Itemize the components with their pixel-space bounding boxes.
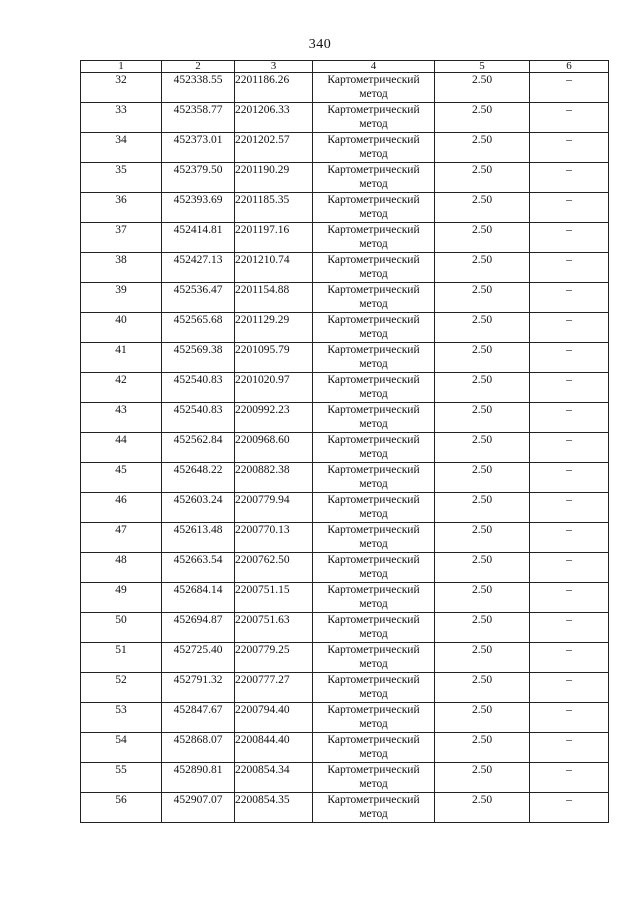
note-cell: – — [530, 373, 609, 403]
note-cell: – — [530, 313, 609, 343]
precision-cell: 2.50 — [435, 493, 530, 523]
y-coordinate-cell: 2200854.34 — [235, 763, 313, 793]
x-coordinate-cell: 452536.47 — [162, 283, 235, 313]
note-cell: – — [530, 163, 609, 193]
point-number-cell: 50 — [81, 613, 162, 643]
y-coordinate-cell: 2200751.15 — [235, 583, 313, 613]
note-cell: – — [530, 673, 609, 703]
point-number-cell: 47 — [81, 523, 162, 553]
precision-cell: 2.50 — [435, 553, 530, 583]
table-row — [81, 133, 609, 163]
note-cell: – — [530, 583, 609, 613]
x-coordinate-cell: 452427.13 — [162, 253, 235, 283]
y-coordinate-cell: 2200779.94 — [235, 493, 313, 523]
point-number-cell: 46 — [81, 493, 162, 523]
point-number-cell: 44 — [81, 433, 162, 463]
point-number-cell: 32 — [81, 73, 162, 103]
note-cell: – — [530, 463, 609, 493]
table-row — [81, 463, 609, 493]
y-coordinate-cell: 2200751.63 — [235, 613, 313, 643]
x-coordinate-cell: 452338.55 — [162, 73, 235, 103]
y-coordinate-cell: 2200844.40 — [235, 733, 313, 763]
table-row — [81, 373, 609, 403]
table-row — [81, 523, 609, 553]
method-cell: Картометрический метод — [313, 523, 435, 553]
method-cell: Картометрический метод — [313, 793, 435, 823]
note-cell: – — [530, 283, 609, 313]
method-cell: Картометрический метод — [313, 313, 435, 343]
column-header: 2 — [162, 61, 235, 73]
y-coordinate-cell: 2201020.97 — [235, 373, 313, 403]
method-cell: Картометрический метод — [313, 433, 435, 463]
precision-cell: 2.50 — [435, 583, 530, 613]
y-coordinate-cell: 2200794.40 — [235, 703, 313, 733]
note-cell: – — [530, 433, 609, 463]
note-cell: – — [530, 493, 609, 523]
method-cell: Картометрический метод — [313, 283, 435, 313]
point-number-cell: 55 — [81, 763, 162, 793]
x-coordinate-cell: 452569.38 — [162, 343, 235, 373]
precision-cell: 2.50 — [435, 703, 530, 733]
method-cell: Картометрический метод — [313, 103, 435, 133]
table-row — [81, 433, 609, 463]
table-row — [81, 313, 609, 343]
note-cell: – — [530, 73, 609, 103]
precision-cell: 2.50 — [435, 73, 530, 103]
point-number-cell: 45 — [81, 463, 162, 493]
point-number-cell: 48 — [81, 553, 162, 583]
table-row — [81, 583, 609, 613]
table-row — [81, 733, 609, 763]
method-cell: Картометрический метод — [313, 223, 435, 253]
point-number-cell: 56 — [81, 793, 162, 823]
y-coordinate-cell: 2201206.33 — [235, 103, 313, 133]
note-cell: – — [530, 643, 609, 673]
method-cell: Картометрический метод — [313, 703, 435, 733]
x-coordinate-cell: 452684.14 — [162, 583, 235, 613]
column-header: 6 — [530, 61, 609, 73]
table-row — [81, 643, 609, 673]
precision-cell: 2.50 — [435, 343, 530, 373]
note-cell: – — [530, 523, 609, 553]
point-number-cell: 51 — [81, 643, 162, 673]
point-number-cell: 36 — [81, 193, 162, 223]
note-cell: – — [530, 253, 609, 283]
table-row — [81, 553, 609, 583]
header-row — [81, 61, 609, 73]
column-header: 5 — [435, 61, 530, 73]
y-coordinate-cell: 2200968.60 — [235, 433, 313, 463]
note-cell: – — [530, 133, 609, 163]
coordinates-table — [80, 60, 609, 823]
precision-cell: 2.50 — [435, 523, 530, 553]
point-number-cell: 53 — [81, 703, 162, 733]
x-coordinate-cell: 452373.01 — [162, 133, 235, 163]
x-coordinate-cell: 452613.48 — [162, 523, 235, 553]
point-number-cell: 38 — [81, 253, 162, 283]
precision-cell: 2.50 — [435, 763, 530, 793]
note-cell: – — [530, 763, 609, 793]
method-cell: Картометрический метод — [313, 133, 435, 163]
x-coordinate-cell: 452890.81 — [162, 763, 235, 793]
precision-cell: 2.50 — [435, 313, 530, 343]
table-row — [81, 223, 609, 253]
method-cell: Картометрический метод — [313, 643, 435, 673]
y-coordinate-cell: 2200770.13 — [235, 523, 313, 553]
precision-cell: 2.50 — [435, 283, 530, 313]
table-row — [81, 283, 609, 313]
point-number-cell: 43 — [81, 403, 162, 433]
method-cell: Картометрический метод — [313, 553, 435, 583]
x-coordinate-cell: 452379.50 — [162, 163, 235, 193]
precision-cell: 2.50 — [435, 253, 530, 283]
column-header: 1 — [81, 61, 162, 73]
precision-cell: 2.50 — [435, 163, 530, 193]
y-coordinate-cell: 2201210.74 — [235, 253, 313, 283]
x-coordinate-cell: 452565.68 — [162, 313, 235, 343]
x-coordinate-cell: 452694.87 — [162, 613, 235, 643]
y-coordinate-cell: 2201095.79 — [235, 343, 313, 373]
method-cell: Картометрический метод — [313, 673, 435, 703]
y-coordinate-cell: 2201154.88 — [235, 283, 313, 313]
x-coordinate-cell: 452907.07 — [162, 793, 235, 823]
point-number-cell: 41 — [81, 343, 162, 373]
point-number-cell: 37 — [81, 223, 162, 253]
y-coordinate-cell: 2201190.29 — [235, 163, 313, 193]
method-cell: Картометрический метод — [313, 373, 435, 403]
point-number-cell: 52 — [81, 673, 162, 703]
precision-cell: 2.50 — [435, 133, 530, 163]
precision-cell: 2.50 — [435, 403, 530, 433]
precision-cell: 2.50 — [435, 433, 530, 463]
method-cell: Картометрический метод — [313, 163, 435, 193]
table-row — [81, 253, 609, 283]
x-coordinate-cell: 452847.67 — [162, 703, 235, 733]
note-cell: – — [530, 193, 609, 223]
x-coordinate-cell: 452603.24 — [162, 493, 235, 523]
y-coordinate-cell: 2200854.35 — [235, 793, 313, 823]
note-cell: – — [530, 703, 609, 733]
method-cell: Картометрический метод — [313, 493, 435, 523]
method-cell: Картометрический метод — [313, 763, 435, 793]
precision-cell: 2.50 — [435, 643, 530, 673]
y-coordinate-cell: 2200779.25 — [235, 643, 313, 673]
note-cell: – — [530, 223, 609, 253]
point-number-cell: 35 — [81, 163, 162, 193]
y-coordinate-cell: 2201185.35 — [235, 193, 313, 223]
method-cell: Картометрический метод — [313, 463, 435, 493]
table-row — [81, 613, 609, 643]
note-cell: – — [530, 733, 609, 763]
table-row — [81, 343, 609, 373]
y-coordinate-cell: 2201186.26 — [235, 73, 313, 103]
table-row — [81, 793, 609, 823]
x-coordinate-cell: 452393.69 — [162, 193, 235, 223]
point-number-cell: 33 — [81, 103, 162, 133]
y-coordinate-cell: 2201202.57 — [235, 133, 313, 163]
note-cell: – — [530, 553, 609, 583]
y-coordinate-cell: 2201129.29 — [235, 313, 313, 343]
precision-cell: 2.50 — [435, 193, 530, 223]
precision-cell: 2.50 — [435, 613, 530, 643]
point-number-cell: 54 — [81, 733, 162, 763]
y-coordinate-cell: 2200992.23 — [235, 403, 313, 433]
x-coordinate-cell: 452562.84 — [162, 433, 235, 463]
table-row — [81, 673, 609, 703]
table-row — [81, 403, 609, 433]
table-body — [81, 73, 609, 823]
method-cell: Картометрический метод — [313, 403, 435, 433]
note-cell: – — [530, 613, 609, 643]
y-coordinate-cell: 2200762.50 — [235, 553, 313, 583]
table-row — [81, 703, 609, 733]
column-header: 4 — [313, 61, 435, 73]
x-coordinate-cell: 452868.07 — [162, 733, 235, 763]
table-row — [81, 103, 609, 133]
precision-cell: 2.50 — [435, 673, 530, 703]
x-coordinate-cell: 452725.40 — [162, 643, 235, 673]
y-coordinate-cell: 2201197.16 — [235, 223, 313, 253]
method-cell: Картометрический метод — [313, 73, 435, 103]
column-header: 3 — [235, 61, 313, 73]
table-row — [81, 493, 609, 523]
precision-cell: 2.50 — [435, 463, 530, 493]
precision-cell: 2.50 — [435, 103, 530, 133]
table-row — [81, 763, 609, 793]
note-cell: – — [530, 403, 609, 433]
x-coordinate-cell: 452358.77 — [162, 103, 235, 133]
note-cell: – — [530, 343, 609, 373]
table-row — [81, 193, 609, 223]
y-coordinate-cell: 2200777.27 — [235, 673, 313, 703]
table-row — [81, 73, 609, 103]
precision-cell: 2.50 — [435, 223, 530, 253]
point-number-cell: 34 — [81, 133, 162, 163]
x-coordinate-cell: 452663.54 — [162, 553, 235, 583]
note-cell: – — [530, 793, 609, 823]
x-coordinate-cell: 452414.81 — [162, 223, 235, 253]
point-number-cell: 42 — [81, 373, 162, 403]
point-number-cell: 49 — [81, 583, 162, 613]
method-cell: Картометрический метод — [313, 253, 435, 283]
precision-cell: 2.50 — [435, 373, 530, 403]
point-number-cell: 40 — [81, 313, 162, 343]
method-cell: Картометрический метод — [313, 343, 435, 373]
page-number: 340 — [308, 37, 332, 52]
method-cell: Картометрический метод — [313, 733, 435, 763]
method-cell: Картометрический метод — [313, 193, 435, 223]
x-coordinate-cell: 452540.83 — [162, 373, 235, 403]
precision-cell: 2.50 — [435, 733, 530, 763]
x-coordinate-cell: 452540.83 — [162, 403, 235, 433]
note-cell: – — [530, 103, 609, 133]
x-coordinate-cell: 452791.32 — [162, 673, 235, 703]
x-coordinate-cell: 452648.22 — [162, 463, 235, 493]
point-number-cell: 39 — [81, 283, 162, 313]
method-cell: Картометрический метод — [313, 583, 435, 613]
y-coordinate-cell: 2200882.38 — [235, 463, 313, 493]
precision-cell: 2.50 — [435, 793, 530, 823]
method-cell: Картометрический метод — [313, 613, 435, 643]
table-row — [81, 163, 609, 193]
